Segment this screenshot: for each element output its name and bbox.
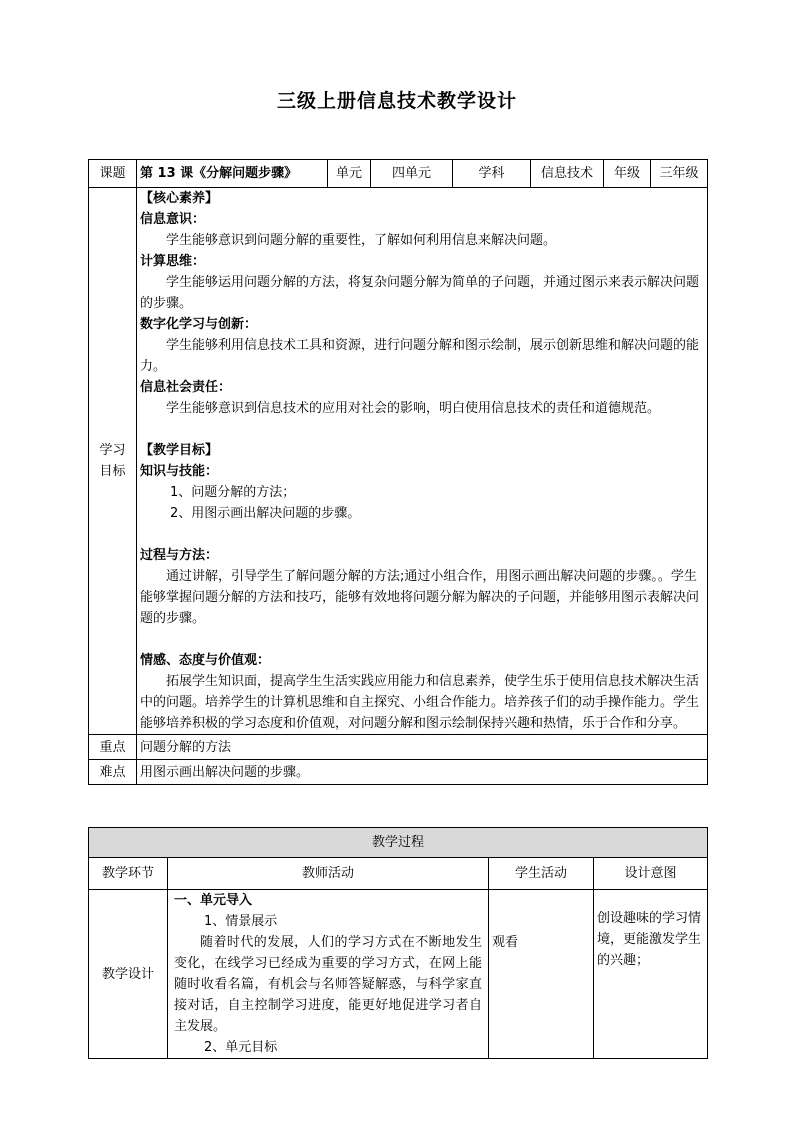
- info-awareness-heading: 信息意识：: [140, 212, 206, 227]
- social-heading: 信息社会责任：: [140, 380, 232, 395]
- digital-heading: 数字化学习与创新：: [140, 317, 258, 332]
- goals-heading: 【教学目标】: [140, 443, 219, 458]
- header-student-activity: 学生活动: [489, 858, 594, 890]
- header-teacher-activity: 教师活动: [168, 858, 489, 890]
- student-activity-cell: 观看: [489, 890, 594, 1059]
- teacher-activity-cell: [168, 890, 489, 1059]
- emotion-text: 拓展学生知识面，提高学生生活实践应用能力和信息素养，使学生乐于使用信息技术解决生活中的问题。培养学生的计算机思维和自主探究、小组合作能力。培养孩子们的动手操作能力。学生能够培养积极的学习态度和价值观，对问题分解和图示绘制保持兴趣和热情，乐于合作和分享。: [140, 674, 700, 731]
- difficulty-row: [89, 760, 708, 785]
- computational-heading: 计算思维：: [140, 254, 206, 269]
- social-text: 学生能够意识到信息技术的应用对社会的影响，明白使用信息技术的责任和道德规范。: [166, 401, 661, 416]
- core-heading: 【核心素养】: [140, 191, 219, 206]
- teacher-item-2: 2、单元目标: [204, 1040, 278, 1055]
- difficulty-text: 用图示画出解决问题的步骤。: [137, 760, 708, 785]
- info-awareness-text: 学生能够意识到问题分解的重要性，了解如何利用信息来解决问题。: [166, 233, 557, 248]
- emotion-heading: 情感、态度与价值观：: [140, 653, 271, 668]
- objectives-row: [89, 188, 708, 735]
- key-point-text: 问题分解的方法: [137, 735, 708, 760]
- knowledge-item-1: 1、问题分解的方法；: [170, 485, 296, 500]
- objectives-label-line2: 目标: [99, 464, 126, 479]
- teacher-text: 随着时代的发展，人们的学习方式在不断地发生变化，在线学习已经成为重要的学习方式，在网上能随时收看名篇，有机会与名师答疑解惑，与科学家直接对话，自主控制学习进度，能更好地促进学习者自主发展。: [174, 935, 482, 1034]
- row-label: 教学设计: [89, 890, 168, 1059]
- design-intent-cell: 创设趣味的学习情境，更能激发学生的兴趣；: [594, 890, 708, 1059]
- objectives-label: [89, 188, 137, 735]
- header-design-intent: 设计意图: [594, 858, 708, 890]
- unit-label: 单元: [328, 160, 371, 188]
- process-text: 通过讲解，引导学生了解问题分解的方法;通过小组合作，用图示画出解决问题的步骤。。学生能够掌握问题分解的方法和技巧，能够有效地将问题分解为解决的子问题，并能够用图示表解决问题的步骤。: [140, 569, 700, 626]
- process-row: [89, 890, 708, 1059]
- document-title: 三级上册信息技术教学设计: [276, 90, 517, 112]
- course-value: 第 13 课《分解问题步骤》: [137, 160, 328, 188]
- computational-text: 学生能够运用问题分解的方法，将复杂问题分解为简单的子问题，并通过图示来表示解决问题的步骤。: [140, 275, 700, 311]
- teaching-process-table: [88, 827, 708, 1059]
- header-row: [89, 160, 708, 188]
- digital-text: 学生能够利用信息技术工具和资源，进行问题分解和图示绘制，展示创新思维和解决问题的能力。: [140, 338, 700, 374]
- process-heading: 过程与方法：: [140, 548, 219, 563]
- objectives-content: [137, 188, 708, 735]
- knowledge-item-2: 2、用图示画出解决问题的步骤。: [170, 506, 361, 521]
- key-point-label: 重点: [89, 735, 137, 760]
- key-point-row: [89, 735, 708, 760]
- header-teaching-stage: 教学环节: [89, 858, 168, 890]
- process-section-title: 教学过程: [89, 828, 708, 858]
- course-label: 课题: [89, 160, 137, 188]
- objectives-label-line1: 学习: [99, 443, 126, 458]
- knowledge-heading: 知识与技能：: [140, 464, 219, 479]
- lesson-info-table: [88, 159, 708, 785]
- grade-label: 年级: [604, 160, 651, 188]
- subject-value: 信息技术: [531, 160, 604, 188]
- unit-value: 四单元: [371, 160, 453, 188]
- teacher-item-1: 1、情景展示: [204, 914, 278, 929]
- grade-value: 三年级: [651, 160, 708, 188]
- process-title-row: [89, 828, 708, 858]
- difficulty-label: 难点: [89, 760, 137, 785]
- subject-label: 学科: [453, 160, 531, 188]
- process-header-row: [89, 858, 708, 890]
- teacher-heading: 一、单元导入: [174, 893, 253, 908]
